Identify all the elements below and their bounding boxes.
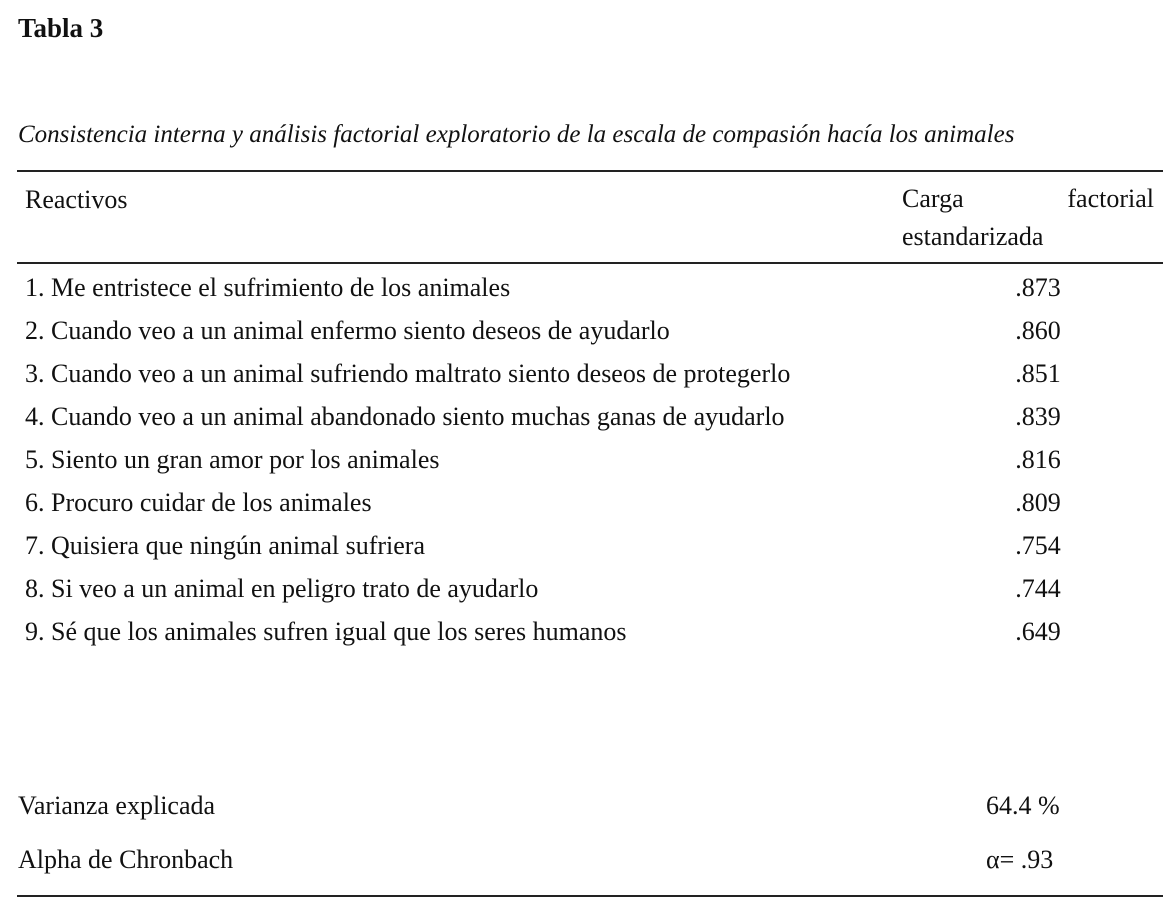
table-row (25, 524, 1155, 567)
table-row (25, 309, 1155, 352)
table-row (25, 610, 1155, 653)
summary-row-variance (18, 788, 1158, 824)
item-loading: .873 (1015, 273, 1061, 302)
item-text: 9. Sé que los animales sufren igual que los seres humanos (25, 617, 627, 646)
item-loading: .816 (1015, 445, 1061, 474)
table-bottom-rule (17, 895, 1163, 897)
column-header-loading (902, 182, 1154, 258)
table-row (25, 481, 1155, 524)
summary-row-alpha (18, 842, 1158, 878)
item-loading: .851 (1015, 359, 1061, 388)
table-header-rule (17, 262, 1163, 264)
column-header-items: Reactivos (25, 185, 128, 214)
item-loading: .649 (1015, 617, 1061, 646)
item-text: 8. Si veo a un animal en peligro trato de ayudarlo (25, 574, 539, 603)
item-text: 6. Procuro cuidar de los animales (25, 488, 372, 517)
item-text: 1. Me entristece el sufrimiento de los animales (25, 273, 511, 302)
item-text: 2. Cuando veo a un animal enfermo siento deseos de ayudarlo (25, 316, 670, 345)
item-text: 4. Cuando veo a un animal abandonado siento muchas ganas de ayudarlo (25, 402, 785, 431)
alpha-label: Alpha de Chronbach (18, 845, 234, 874)
column-header-loading-line2: estandarizada (902, 222, 1044, 251)
table-top-rule (17, 170, 1163, 172)
table-row (25, 567, 1155, 610)
table-row (25, 438, 1155, 481)
item-loading: .839 (1015, 402, 1061, 431)
table-row (25, 352, 1155, 395)
column-header-loading-word1: Carga (902, 184, 964, 213)
variance-label: Varianza explicada (18, 791, 216, 820)
column-header-loading-word2: factorial (1067, 184, 1154, 213)
item-loading: .809 (1015, 488, 1061, 517)
item-text: 5. Siento un gran amor por los animales (25, 445, 440, 474)
table-row (25, 266, 1155, 309)
variance-value: 64.4 % (986, 791, 1060, 820)
table-caption: Consistencia interna y análisis factorial exploratorio de la escala de compasión hacía los animales (18, 121, 1015, 148)
item-loading: .744 (1015, 574, 1061, 603)
alpha-value: α= .93 (986, 845, 1054, 874)
item-loading: .754 (1015, 531, 1061, 560)
table-label: Tabla 3 (18, 13, 104, 43)
item-text: 7. Quisiera que ningún animal sufriera (25, 531, 425, 560)
table-row (25, 395, 1155, 438)
table-body (25, 266, 1155, 653)
item-loading: .860 (1015, 316, 1061, 345)
item-text: 3. Cuando veo a un animal sufriendo maltrato siento deseos de protegerlo (25, 359, 791, 388)
